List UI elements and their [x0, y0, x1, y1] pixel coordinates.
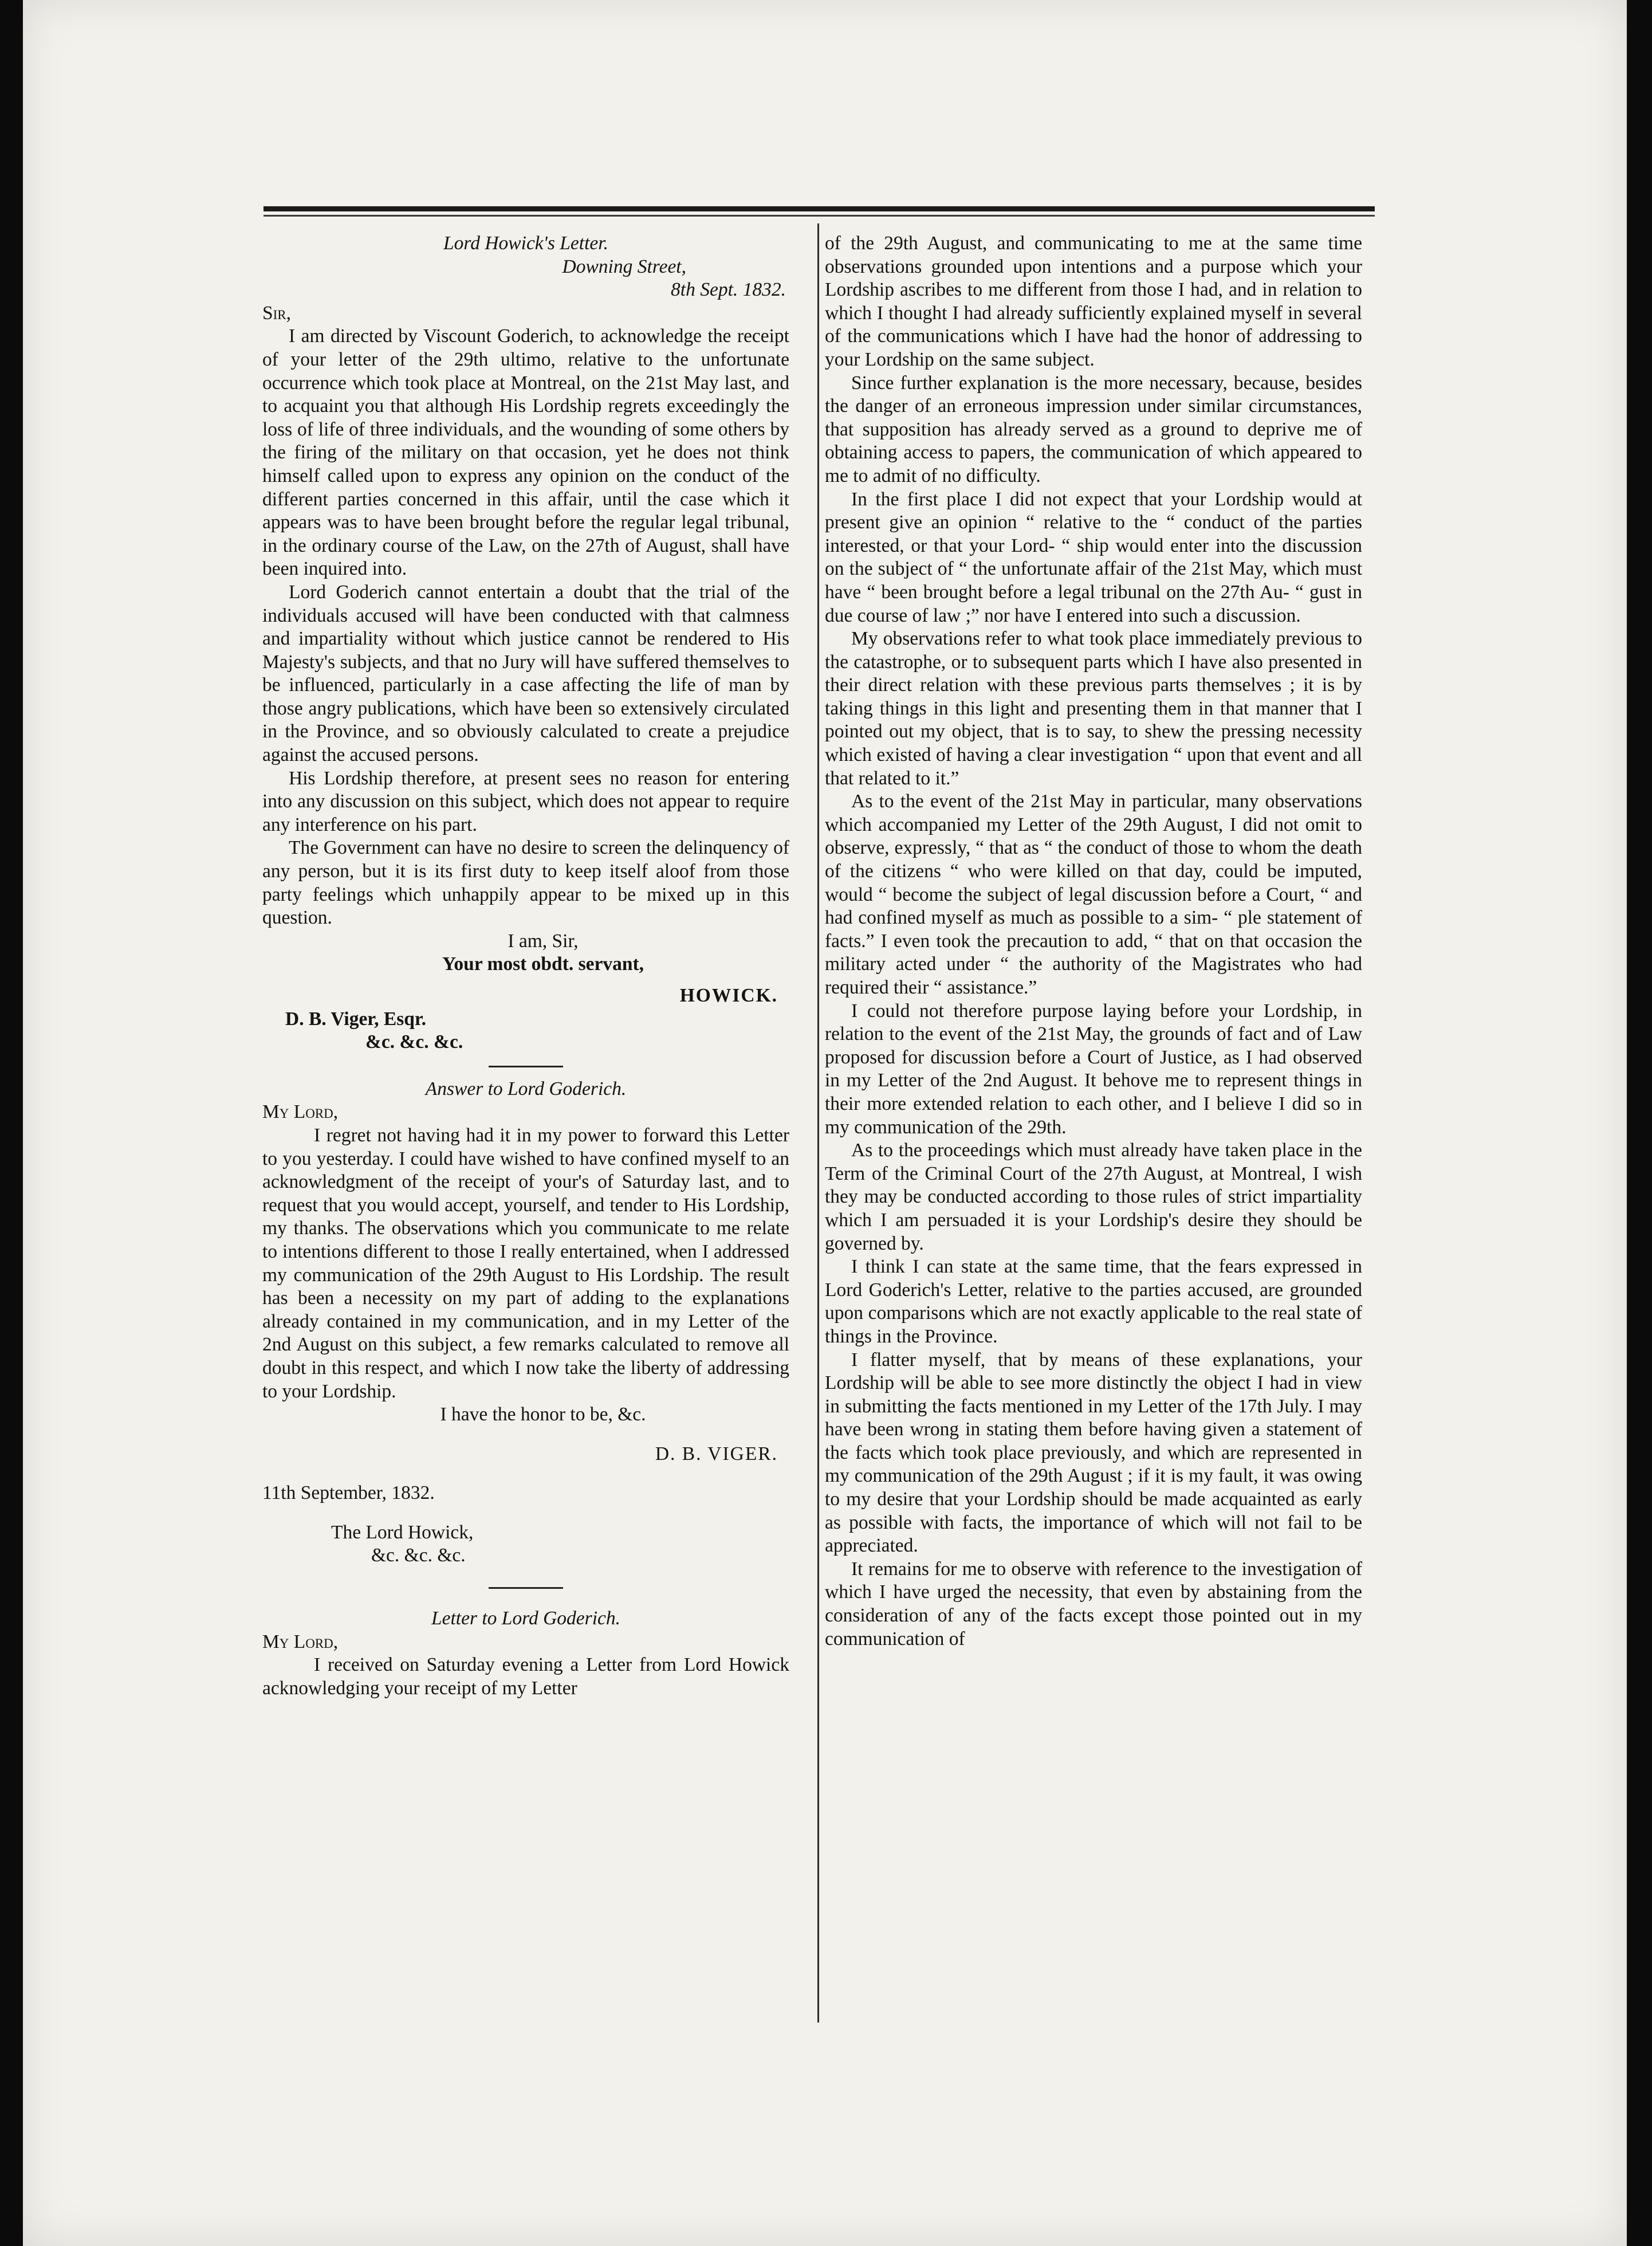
paragraph: Since further explanation is the more necessary, because, besides the danger of an erroneous impression under similar circumstances, that supposition has already served as a ground to deprive me of obtaining access to papers, the communication of which appeared to me to admit of no difficulty. [825, 372, 1362, 486]
paragraph: I could not therefore purpose laying before your Lordship, in relation to the event of the 21st May, the grounds of fact and of Law proposed for discussion before a Court of Justice, as I had observed in my Letter of the 2nd August. It behove me to represent things in their more extended relation to each other, and I believe I did so in my communication of the 29th. [825, 1000, 1362, 1138]
recipient-name: The Lord Howick, [331, 1521, 474, 1543]
section-rule [489, 1066, 563, 1067]
paragraph: I regret not having had it in my power to forward this Letter to you yesterday. I could have wished to have confined myself to an acknowledgment of the receipt of your's of Saturday last, and to request that you would accept, yourself, and tender to His Lordship, my thanks. The observations which you communicate to me relate to intentions different to those I really entertained, when I addressed my communication of the 29th August to His Lordship. The result has been a necessity on my part of adding to the explanations already contained in my communication, and in my Letter of the 2nd August on this subject, a few remarks calculated to remove all doubt in this respect, and which I now take the liberty of addressing to your Lordship. [262, 1124, 789, 1402]
header-rule-thin [263, 215, 1375, 217]
addressee-name: D. B. Viger, Esqr. [285, 1008, 427, 1030]
letter-heading-answer: Answer to Lord Goderich. [425, 1078, 627, 1100]
closing-line: Your most obdt. servant, [442, 953, 644, 975]
column-divider [817, 223, 819, 2023]
salutation-my-lord: My Lord, [262, 1631, 339, 1652]
letter-heading-howick: Lord Howick's Letter. [443, 233, 608, 254]
section-rule [489, 1587, 563, 1589]
paragraph: I think I can state at the same time, that the fears expressed in Lord Goderich's Letter, relative to the parties accused, are grounded upon comparisons which are not exactly applicable to the real state of things in the Province. [825, 1256, 1362, 1347]
scan-corner-mark [0, 0, 23, 21]
paragraph: Lord Goderich cannot entertain a doubt that the trial of the individuals accused will have been conducted with that calmness and impartiality without which justice cannot be rendered to His Majesty's subjects, and that no Jury will have suffered themselves to be influenced, particularly in a case affecting the life of man by those angry publications, which have been so extensively circulated in the Province, and so obviously calculated to create a prejudice against the accused persons. [262, 581, 789, 766]
salutation-sir: Sir, [262, 302, 292, 324]
salutation-my-lord: My Lord, [262, 1101, 339, 1123]
paragraph: I am directed by Viscount Goderich, to acknowledge the receipt of your letter of the 29th ultimo, relative to the unfortunate occurrence which took place at Montreal, on the 21st May last, and to acquaint you that although His Lordship regrets exceedingly the loss of life of three individuals, and the wounding of some others by the firing of the military on that occasion, yet he does not think himself called upon to express any opinion on the conduct of the different parties concerned in this affair, until the case which it appears was to have been brought before the regular legal tribunal, in the ordinary course of the Law, on the 27th of August, shall have been inquired into. [262, 325, 789, 580]
paragraph: I flatter myself, that by means of these explanations, your Lordship will be able to see more distinctly the object I had in view in submitting the facts mentioned in my Letter of the 17th July. I may have been wrong in stating them before having given a statement of the facts which took place previously, and which are represented in my communication of the 29th August ; if it is my fault, it was owing to my desire that your Lordship should be made acquainted as early as possible with facts, the importance of which will not fail to be appreciated. [825, 1349, 1362, 1557]
letter-heading-goderich: Letter to Lord Goderich. [431, 1608, 621, 1629]
paragraph: I received on Saturday evening a Letter from Lord Howick acknowledging your receipt of my Letter [262, 1654, 789, 1699]
dateline-date: 8th Sept. 1832. [671, 279, 786, 301]
paragraph: My observations refer to what took place immediately previous to the catastrophe, or to subsequent parts which I have also presented in their direct relation with these previous parts themselves ; it is by taking things in this light and presenting them in that manner that I pointed out my object, that is to say, to shew the pressing necessity which existed of having a clear investigation “ upon that event and all that related to it.” [825, 628, 1362, 789]
paragraph: It remains for me to observe with reference to the investigation of which I have urged the necessity, that even by abstaining from the consideration of any of the facts except those pointed out in my communication of [825, 1558, 1362, 1650]
paragraph: His Lordship therefore, at present sees no reason for entering into any discussion on this subject, which does not appear to require any interference on his part. [262, 767, 789, 835]
right-column [825, 232, 1362, 1651]
paragraph: As to the proceedings which must already have taken place in the Term of the Criminal Court of the 27th August, at Montreal, I wish they may be conducted according to those rules of strict impartiality which I am persuaded it is your Lordship's desire they should be governed by. [825, 1140, 1362, 1254]
recipient-etc: &c. &c. &c. [371, 1545, 466, 1566]
addressee-etc: &c. &c. &c. [365, 1031, 463, 1053]
header-rule [263, 206, 1375, 211]
left-column [262, 232, 789, 1700]
closing-line: I am, Sir, [508, 930, 579, 952]
paragraph: In the first place I did not expect that your Lordship would at present give an opinion “ relative to the “ conduct of the parties interested, or that your Lord- “ ship would enter into the discussion on the subject of “ the unfortunate affair of the 21st May, which must have “ been brought before a legal tribunal on the 27th Au- “ gust in due course of law ;” nor have I entered into such a discussion. [825, 488, 1362, 626]
paragraph: of the 29th August, and communicating to me at the same time observations grounded upon intentions and a purpose which your Lordship ascribes to me different from those I had, and in relation to which I thought I had already sufficiently explained myself in several of the communications which I have had the honor of addressing to your Lordship on the same subject. [825, 233, 1362, 370]
signature-howick: HOWICK. [679, 985, 778, 1006]
letter-date: 11th September, 1832. [262, 1482, 435, 1504]
paragraph: As to the event of the 21st May in particular, many observations which accompanied my Letter of the 29th August, I did not omit to observe, expressly, “ that as “ the conduct of those to whom the death of the citizens “ who were killed on that day, could be imputed, would “ become the subject of legal discussion before a Court, “ and had confined myself as much as possible to a sim- “ ple statement of facts.” I even took the precaution to add, “ that on that occasion the military acted under “ the authority of the Magistrates who had required their “ assistance.” [825, 791, 1362, 998]
closing-line: I have the honor to be, &c. [440, 1404, 646, 1426]
signature-viger: D. B. VIGER. [655, 1443, 778, 1464]
paragraph: The Government can have no desire to screen the delinquency of any person, but it is its first duty to keep itself aloof from those party feelings which unhappily appear to be mixed up in this question. [262, 837, 789, 929]
dateline-place: Downing Street, [562, 256, 686, 277]
